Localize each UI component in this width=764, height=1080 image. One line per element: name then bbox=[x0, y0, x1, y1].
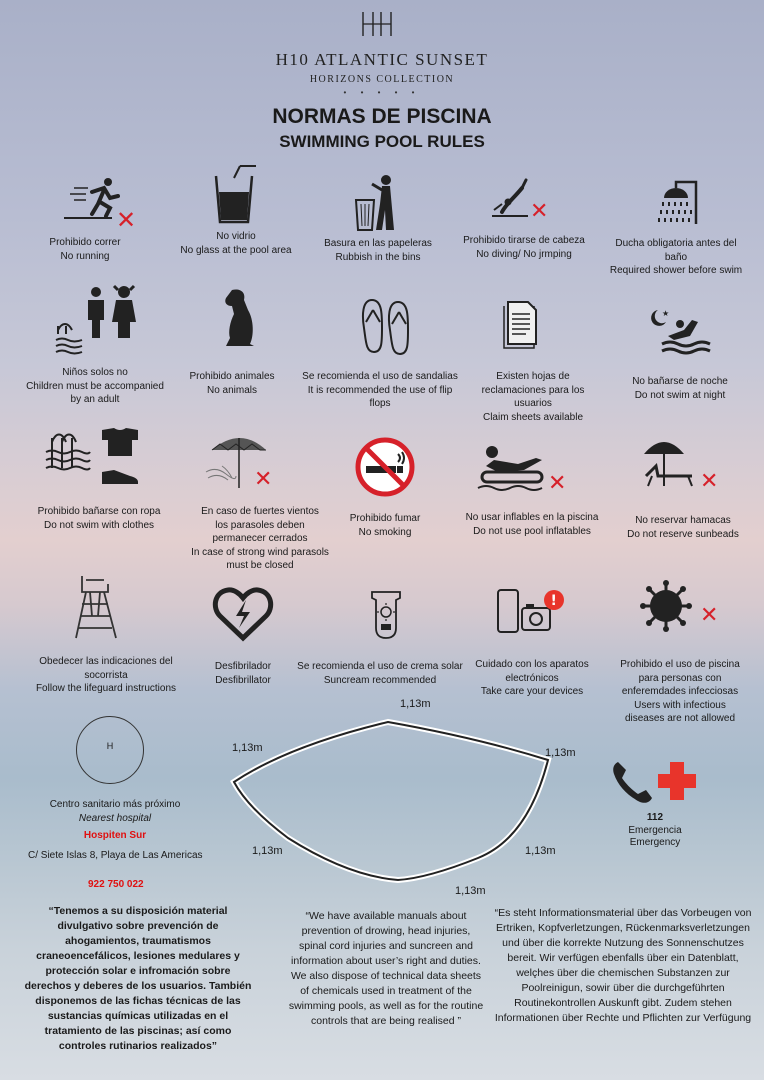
pool-diagram bbox=[228, 708, 558, 888]
emergency-label-en: Emergency bbox=[629, 837, 681, 848]
sunbed-icon bbox=[638, 436, 722, 492]
flip-flops-icon bbox=[360, 298, 412, 356]
shower-icon bbox=[654, 180, 702, 226]
emergency-number: 112 bbox=[646, 812, 664, 823]
pool-dim-upper-left: 1,13m bbox=[232, 742, 263, 754]
diving-icon bbox=[488, 176, 554, 224]
pool-dim-lower-right: 1,13m bbox=[525, 845, 556, 857]
info-quote-en: “We have available manuals about prevention of drowing, head injuries, spinal cord injuries and suncreen and information about user’s right and duties. We also dispose of technical data sheets of chemicals used in treatment of the swimming pools, as well as for the routine controls that are being realised ” bbox=[288, 910, 484, 1027]
hotel-collection: HORIZONS COLLECTION bbox=[309, 74, 455, 85]
rule-no-diving: Prohibido tirarse de cabeza No diving/ No jrmping bbox=[463, 235, 585, 260]
rule-defibrillator: Desfibrilador Desfibrillator bbox=[214, 661, 272, 686]
rule-no-clothes: Prohibido bañarse con ropa Do not swim with clothes bbox=[37, 506, 161, 531]
rule-no-running: Prohibido correr No running bbox=[49, 237, 121, 262]
rule-rubbish-bins: Basura en las papeleras Rubbish in the bins bbox=[324, 238, 432, 263]
devices-icon bbox=[494, 588, 570, 634]
dog-icon bbox=[222, 288, 256, 348]
emergency-label-es: Emergencia bbox=[628, 824, 682, 836]
rule-no-reserve-sunbeds: No reservar hamacas Do not reserve sunbeads bbox=[627, 515, 739, 540]
hospital-map-marker bbox=[76, 716, 144, 784]
rule-shower: Ducha obligatoria antes del baño Required shower before swim bbox=[609, 238, 743, 276]
rule-no-smoking: Prohibido fumar No smoking bbox=[349, 513, 421, 538]
svg-text:✕: ✕ bbox=[548, 471, 567, 496]
pool-dim-upper-right: 1,13m bbox=[545, 747, 576, 759]
rule-suncream: Se recomienda el uso de crema solar Suncream recommended bbox=[297, 661, 463, 686]
virus-icon bbox=[640, 580, 724, 632]
running-icon bbox=[62, 176, 137, 234]
hospital-address: C/ Siete Islas 8, Playa de Las Americas bbox=[28, 850, 203, 861]
rule-no-glass: No vidrio No glass at the pool area bbox=[180, 231, 292, 256]
info-quote-de: “Es steht Informationsmaterial über das Vorbeugen von Ertriken, Kopfverletzungen, Rückenmarksverletzungen und über die korrekte Nutzung des Sonnenschutzes bereit. Wir verfügen ebenfalls über ein Datenblatt, welçhes über die chemischen Substanzen zur Poolreinigun, sowir über die durchgeführten Routinekontrollen Auskunft gibt. Zudem stehen Informationen über Rechte und Pflichten zur Verfügung bbox=[494, 907, 752, 1024]
hospital-label: Centro sanitario más próximo bbox=[49, 799, 181, 810]
svg-text:✕: ✕ bbox=[700, 603, 719, 628]
svg-text:!: ! bbox=[550, 593, 557, 609]
hospital-phone: 922 750 022 bbox=[88, 879, 144, 890]
rule-lifeguard: Obedecer las indicaciones del socorrista Follow the lifeguard instructions bbox=[35, 656, 177, 694]
emergency-phone-cross-icon bbox=[610, 758, 704, 808]
hotel-logo-mark bbox=[357, 10, 397, 38]
lifeguard-chair-icon bbox=[72, 574, 120, 640]
inflatable-icon bbox=[478, 438, 574, 494]
rule-no-inflatables: No usar inflables en la piscina Do not use pool inflatables bbox=[465, 512, 599, 537]
rule-parasols-wind: En caso de fuertes vientos los parasoles deben permanecer cerrados In case of strong wind parasols must be closed bbox=[191, 506, 329, 571]
svg-text:✕: ✕ bbox=[254, 467, 273, 492]
no-smoking-icon bbox=[354, 436, 416, 498]
page-title-en: SWIMMING POOL RULES bbox=[279, 132, 485, 151]
pool-dim-bottom: 1,13m bbox=[455, 885, 486, 897]
hospital-name: Hospiten Sur bbox=[83, 830, 147, 841]
page-title-es: NORMAS DE PISCINA bbox=[272, 105, 492, 128]
pool-dim-top: 1,13m bbox=[400, 698, 431, 710]
info-quote-es: “Tenemos a su disposición material divulgativo sobre prevención de ahogamientos, traumatismos craneoencefálicos, lesiones medulares y protección solar e infromación sobre derechos y deberes de los usuarios. También disponemos de las fichas técnicas de las sustancias químicas utilizadas en el tratamiento de las piscinas; así como controles rutinarios realizados” bbox=[24, 905, 252, 1052]
rule-infectious: Prohibido el uso de piscina para personas con enferemdades infecciosas Users with infectious diseases are not allowed bbox=[620, 659, 740, 724]
suncream-icon bbox=[366, 588, 406, 642]
document-icon bbox=[500, 300, 540, 350]
brand-dots: • • • • • bbox=[343, 88, 421, 97]
glass-icon bbox=[212, 164, 258, 226]
trash-bin-icon bbox=[352, 174, 402, 232]
svg-text:★: ★ bbox=[662, 309, 670, 318]
hospital-marker-letter: H bbox=[106, 741, 114, 751]
svg-text:✕: ✕ bbox=[530, 199, 549, 224]
emergency-info bbox=[600, 812, 710, 850]
rule-no-night-swim: No bañarse de noche Do not swim at night bbox=[632, 376, 728, 401]
pool-dim-lower-left: 1,13m bbox=[252, 845, 283, 857]
children-icon bbox=[54, 282, 140, 354]
rule-no-animals: Prohibido animales No animals bbox=[189, 371, 275, 396]
hospital-info bbox=[20, 798, 210, 826]
hospital-label-en: Nearest hospital bbox=[78, 813, 152, 824]
parasol-wind-icon bbox=[204, 432, 278, 490]
svg-text:✕: ✕ bbox=[116, 206, 137, 234]
rule-claim-sheets: Existen hojas de reclamaciones para los usuarios Claim sheets available bbox=[481, 371, 585, 423]
clothes-icon bbox=[44, 428, 140, 490]
hotel-name: H10 ATLANTIC SUNSET bbox=[275, 50, 489, 69]
rule-flip-flops: Se recomienda el uso de sandalias It is recommended the use of flip flops bbox=[302, 371, 458, 409]
rule-children-accompanied: Niños solos no Children must be accompanied by an adult bbox=[26, 367, 164, 405]
defibrillator-icon bbox=[212, 586, 274, 642]
svg-text:✕: ✕ bbox=[700, 469, 719, 494]
night-swim-icon bbox=[644, 306, 714, 354]
rule-devices: Cuidado con los aparatos electrónicos Take care your devices bbox=[475, 659, 589, 697]
